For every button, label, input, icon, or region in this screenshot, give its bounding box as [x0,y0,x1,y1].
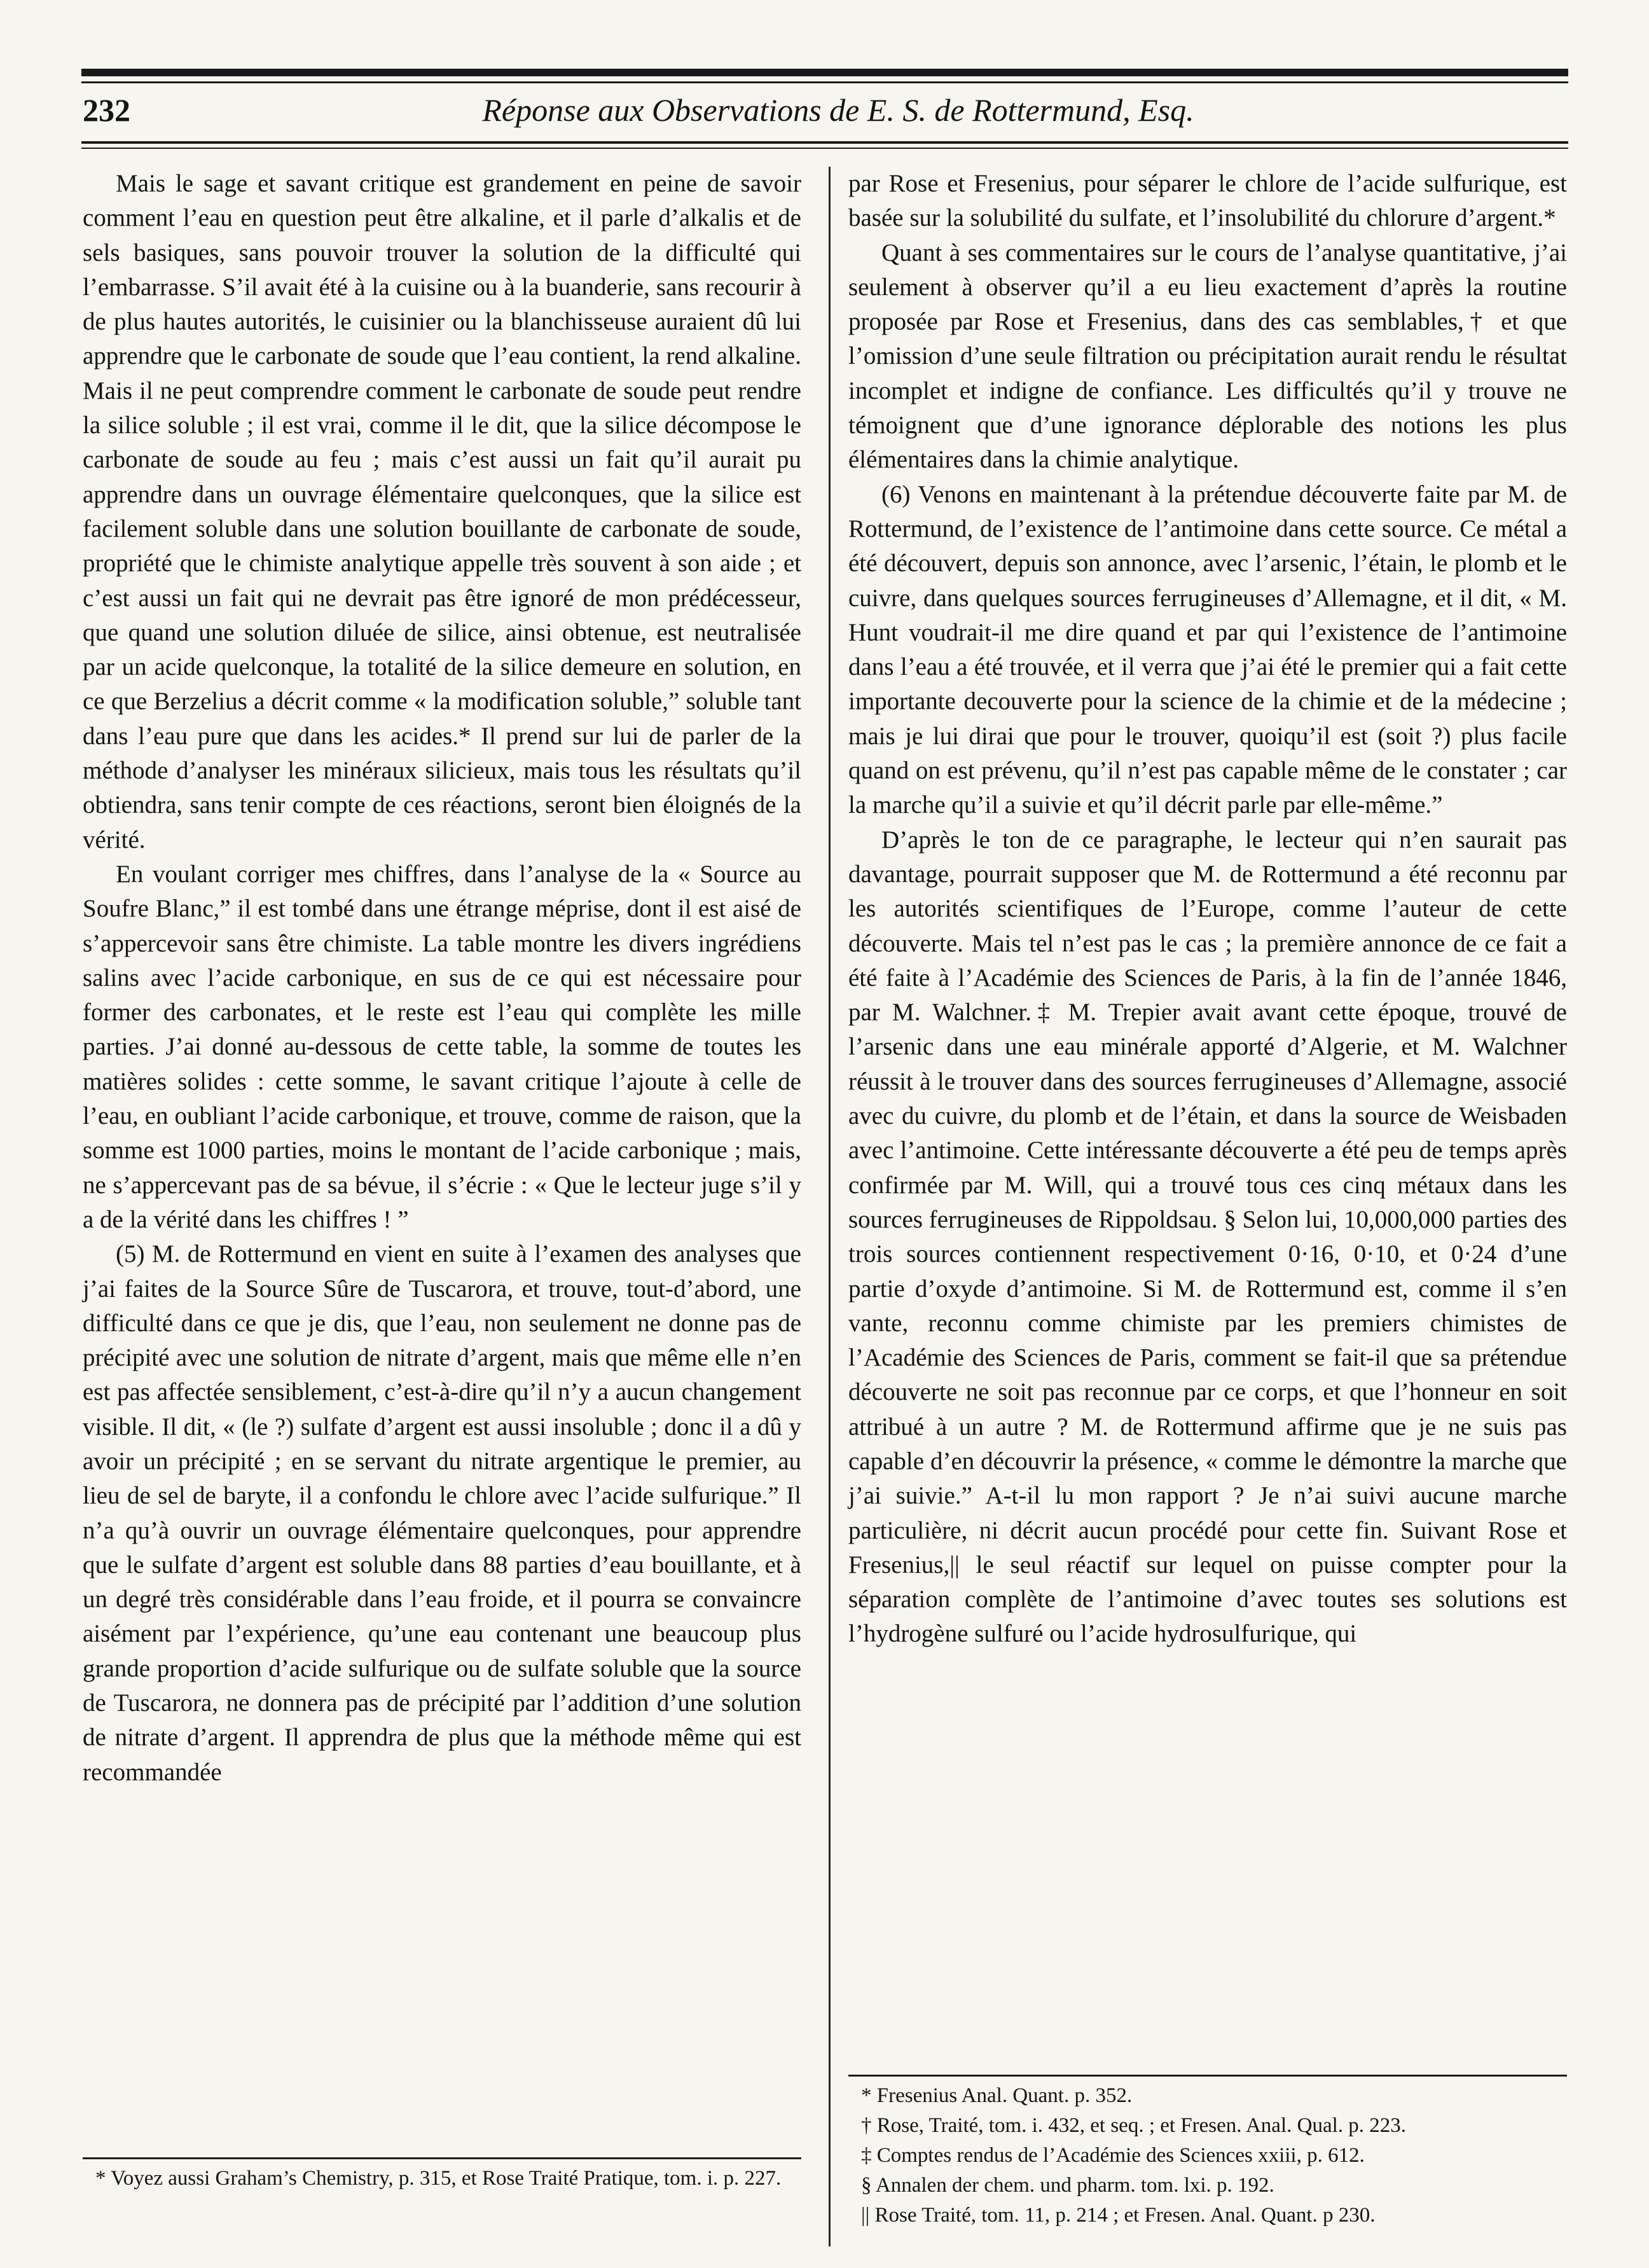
right-footnote-1: * Fresenius Anal. Quant. p. 352. [861,2084,1133,2107]
left-paragraph-2-text: En voulant corriger mes chiffres, dans l’analyse de la « Source au Soufre Blanc,” il est tombé dans une étrange méprise, dont il est aisé de s’appercevoir sans être chimiste. La table montre les divers ingrédiens salins avec l’acide carbonique, en sus de ce qui est nécessaire pour former des carbonates, et le reste est l’eau qui complète les mille parties. J’ai donné au-dessous de cette table, la somme de toutes les matières solides : cette somme, le savant critique l’ajoute à celle de l’eau, en oubliant l’acide carbonique, et trouve, comme de raison, que la somme est 1000 parties, moins le montant de l’acide carbonique ; mais, ne s’appercevant pas de sa bévue, il s’écrie : « Que le lecteur juge s’il y a de la vérité dans les chiffres ! ” [83,860,801,1233]
right-paragraph-1-text: par Rose et Fresenius, pour séparer le chlore de l’acide sulfurique, est basée sur la solubilité du sulfate, et l’insolubilité du chlorure d’argent.* [848,170,1567,232]
left-paragraph-1 [83,167,801,857]
left-paragraph-3 [83,1237,801,1790]
right-paragraph-4 [848,823,1567,1652]
left-paragraph-2 [83,857,801,1237]
running-title: Réponse aux Observations de E. S. de Rottermund, Esq. [482,92,1194,128]
header-rule [81,141,1568,144]
left-paragraph-3-text: (5) M. de Rottermund en vient en suite à l’examen des analyses que j’ai faites de la Source Sûre de Tuscarora, et trouve, tout-d’abord, une difficulté dans ce que je dis, que l’eau, non seulement ne donne pas de précipité avec une solution de nitrate d’argent, mais que même elle n’en est pas affectée sensiblement, c’est-à-dire qu’il n’y a aucun changement visible. Il dit, « (le ?) sulfate d’argent est aussi insoluble ; donc il a dû y avoir un précipité ; en se servant du nitrate argentique le premier, au lieu de sel de baryte, il a confondu le chlore avec l’acide sulfurique.” Il n’a qu’à ouvrir un ouvrage élémentaire quelconques, pour apprendre que le sulfate d’argent est soluble dans 88 parties d’eau bouillante, et à un degré très considérable dans l’eau froide, et il pourra se convaincre aisément par l’expérience, qu’une eau contenant une beaucoup plus grande proportion d’acide sulfurique ou de sulfate soluble que la source de Tuscarora, ne donnera pas de précipité par l’addition d’une solution de nitrate d’argent. Il apprendra de plus que la méthode même qui est recommandée [83,1240,801,1786]
right-paragraph-2 [848,236,1567,478]
header-rule-thin [81,148,1568,149]
right-paragraph-3-text: (6) Venons en maintenant à la prétendue découverte faite par M. de Rottermund, de l’existence de l’antimoine dans cette source. Ce métal a été découvert, depuis son annonce, avec l’arsenic, l’étain, le plomb et le cuivre, dans quelques sources ferrugineuses d’Allemagne, et il dit, « M. Hunt voudrait-il me dire quand et par qui l’existence de l’antimoine dans l’eau a été trouvée, et il verra que j’ai été le premier qui a fait cette importante decouverte pour la science de la chimie et de la médecine ; mais je lui dirai que pour le trouver, quoiqu’il est (soit ?) plus facile quand on est prévenu, qu’il n’est pas capable même de le constater ; car la marche qu’il a suivie et qu’il décrit parle par elle-même.” [848,480,1567,819]
right-footnote-3: ‡ Comptes rendus de l’Académie des Sciences xxiii, p. 612. [861,2144,1365,2167]
left-paragraph-1-text: Mais le sage et savant critique est grandement en peine de savoir comment l’eau en question peut être alkaline, et il parle d’alkalis et de sels basiques, sans pouvoir trouver la solution de la difficulté qui l’embarrasse. S’il avait été à la cuisine ou à la buanderie, sans recourir à de plus hautes autorités, le cuisinier ou la blanchisseuse auraient dû lui apprendre que le carbonate de soude que l’eau contient, la rend alkaline. Mais il ne peut comprendre comment le carbonate de soude peut rendre la silice soluble ; il est vrai, comme il le dit, que la silice décompose le carbonate de soude au feu ; mais c’est aussi un fait qu’il aurait pu apprendre dans un ouvrage élémentaire quelconques, que la silice est facilement soluble dans une solution bouillante de carbonate de soude, propriété que le chimiste analytique appelle très souvent à son aide ; et c’est aussi un fait qui ne devrait pas être ignoré de mon prédécesseur, que quand une solution diluée de silice, ainsi obtenue, est neutralisée par un acide quelconque, la totalité de la silice demeure en solution, en ce que Berzelius a décrit comme « la modification soluble,” soluble tant dans l’eau pure que dans les acides.* Il prend sur lui de parler de la méthode d’analyser les minéraux silicieux, mais tous les résultats qu’il obtiendra, sans tenir compte de ces réactions, seront bien éloignés de la vérité. [83,170,801,854]
left-column [83,167,801,1790]
top-rule [81,69,1568,76]
right-footnote-rule [848,2075,1567,2077]
left-footnote-1: * Voyez aussi Graham’s Chemistry, p. 315, et Rose Traité Pratique, tom. i. p. 227. [95,2167,782,2190]
right-column [848,167,1567,1652]
left-footnotes [83,2164,801,2194]
right-paragraph-2-text: Quant à ses commentaires sur le cours de l’analyse quantitative, j’ai seulement à observer qu’il a eu lieu exactement d’après la routine proposée par Rose et Fresenius, dans des cas semblables,† et que l’omission d’une seule filtration ou précipitation aurait rendu le résultat incomplet et indigne de confiance. Les difficultés qu’il y trouve ne témoignent que d’une ignorance déplorable des notions les plus élémentaires dans la chimie analytique. [848,239,1567,474]
left-footnote-rule [83,2157,801,2159]
right-paragraph-1 [848,167,1567,236]
page-header [83,89,1568,140]
right-paragraph-4-text: D’après le ton de ce paragraphe, le lecteur qui n’en saurait pas davantage, pourrait supposer que M. de Rottermund a été reconnu par les autorités scientifiques de l’Europe, comme l’auteur de cette découverte. Mais tel n’est pas le cas ; la première annonce de ce fait a été faite à l’Académie des Sciences de Paris, à la fin de l’année 1846, par M. Walchner.‡ M. Trepier avait avant cette époque, trouvé de l’arsenic dans une eau minérale apporté d’Algerie, et M. Walchner réussit à le trouver dans des sources ferrugineuses d’Allemagne, associé avec du cuivre, du plomb et de l’étain, et dans la source de Weisbaden avec l’antimoine. Cette intéressante découverte a été peu de temps après confirmée par M. Will, qui a trouvé tous ces cinq métaux dans les sources ferrugineuses de Rippoldsau. § Selon lui, 10,000,000 parties des trois sources contiennent respectivement 0·16, 0·10, et 0·24 d’une partie d’oxyde d’antimoine. Si M. de Rottermund est, comme il s’en vante, reconnu comme chimiste par les premiers chimistes de l’Académie des Sciences de Paris, comment se fait-il que sa prétendue découverte ne soit pas reconnue par ce corps, et que l’honneur en soit attribué à un autre ? M. de Rottermund affirme que je ne suis pas capable d’en découvrir la présence, « comme le démontre la marche que j’ai suivie.” A-t-il lu mon rapport ? Je n’ai suivi aucune marche particulière, ni décrit aucun procédé pour cette fin. Suivant Rose et Fresenius,|| le seul réactif sur lequel on puisse compter pour la séparation complète de l’antimoine d’avec toutes ses solutions est l’hydrogène sulfuré ou l’acide hydrosulfurique, qui [848,826,1567,1648]
column-divider [829,167,831,2246]
right-footnote-2: † Rose, Traité, tom. i. 432, et seq. ; et Fresen. Anal. Qual. p. 223. [861,2114,1407,2137]
right-paragraph-3 [848,478,1567,823]
right-footnotes [848,2081,1567,2230]
top-rule-thin [81,81,1568,83]
right-footnote-4: § Annalen der chem. und pharm. tom. lxi. p. 192. [861,2174,1274,2197]
page-number: 232 [83,92,130,128]
right-footnote-5: || Rose Traité, tom. 11, p. 214 ; et Fresen. Anal. Quant. p 230. [861,2204,1376,2227]
